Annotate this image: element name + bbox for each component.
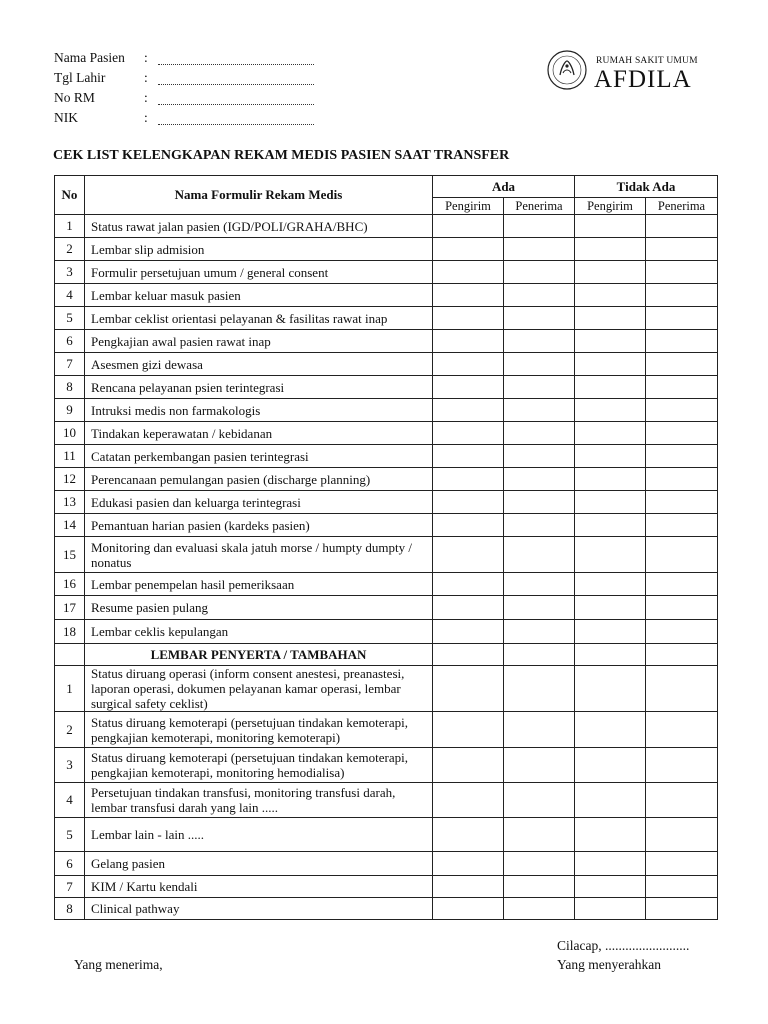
check-cell-tidak-ada-penerima[interactable] — [646, 596, 718, 620]
check-cell-ada-penerima[interactable] — [504, 468, 575, 491]
check-cell-tidak-ada-pengirim[interactable] — [575, 215, 646, 238]
check-cell-tidak-ada-penerima[interactable] — [646, 712, 718, 748]
row-number: 11 — [55, 445, 85, 468]
check-cell-tidak-ada-penerima[interactable] — [646, 399, 718, 422]
row-number: 1 — [55, 215, 85, 238]
field-input-line[interactable] — [158, 92, 314, 105]
check-cell-tidak-ada-penerima[interactable] — [646, 284, 718, 307]
row-number: 13 — [55, 491, 85, 514]
check-cell-tidak-ada-penerima[interactable] — [646, 353, 718, 376]
check-cell-tidak-ada-pengirim[interactable] — [575, 818, 646, 852]
field-label: No RM — [54, 90, 95, 105]
check-cell-ada-pengirim[interactable] — [433, 238, 504, 261]
check-cell-ada-pengirim[interactable] — [433, 573, 504, 596]
check-cell-ada-pengirim[interactable] — [433, 491, 504, 514]
row-number: 8 — [55, 376, 85, 399]
form-name: Lembar slip admision — [85, 238, 433, 261]
row-number: 17 — [55, 596, 85, 620]
logo-subtitle: RUMAH SAKIT UMUM — [596, 56, 698, 66]
check-cell-ada-pengirim[interactable] — [433, 852, 504, 876]
check-cell-ada-pengirim[interactable] — [433, 783, 504, 818]
table-row — [55, 445, 718, 468]
check-cell-ada-pengirim[interactable] — [433, 514, 504, 537]
check-cell-ada-pengirim[interactable] — [433, 537, 504, 573]
check-cell-ada-pengirim[interactable] — [433, 748, 504, 783]
check-cell-tidak-ada-pengirim[interactable] — [575, 284, 646, 307]
check-cell-tidak-ada-penerima[interactable] — [646, 238, 718, 261]
form-name: Perencanaan pemulangan pasien (discharge planning) — [85, 468, 433, 491]
form-name: KIM / Kartu kendali — [85, 876, 433, 898]
check-cell-ada-pengirim[interactable] — [433, 876, 504, 898]
check-cell-tidak-ada-penerima[interactable] — [646, 330, 718, 353]
table-row — [55, 852, 718, 876]
row-number: 10 — [55, 422, 85, 445]
table-row — [55, 898, 718, 920]
form-name: Lembar lain - lain ..... — [85, 818, 433, 852]
checklist-table — [54, 175, 718, 920]
row-number: 5 — [55, 307, 85, 330]
check-cell-ada-pengirim[interactable] — [433, 445, 504, 468]
form-name: Intruksi medis non farmakologis — [85, 399, 433, 422]
table-row — [55, 876, 718, 898]
page-title: CEK LIST KELENGKAPAN REKAM MEDIS PASIEN SAAT TRANSFER — [53, 148, 510, 163]
form-name: Status diruang operasi (inform consent anestesi, preanastesi, laporan operasi, dokumen pelayanan kamar operasi, lembar surgical safety ceklist) — [85, 666, 433, 712]
table-row — [55, 238, 718, 261]
table-row — [55, 261, 718, 284]
check-cell-tidak-ada-penerima[interactable] — [646, 468, 718, 491]
check-cell-tidak-ada-penerima[interactable] — [646, 537, 718, 573]
check-cell-tidak-ada-pengirim[interactable] — [575, 596, 646, 620]
check-cell-tidak-ada-pengirim[interactable] — [575, 445, 646, 468]
col-name-header: Nama Formulir Rekam Medis — [85, 176, 433, 215]
table-row — [55, 537, 718, 573]
check-cell-tidak-ada-pengirim[interactable] — [575, 261, 646, 284]
check-cell-ada-penerima[interactable] — [504, 783, 575, 818]
check-cell-ada-pengirim[interactable] — [433, 353, 504, 376]
check-cell-tidak-ada-penerima[interactable] — [646, 261, 718, 284]
table-row — [55, 712, 718, 748]
table-row — [55, 748, 718, 783]
check-cell-ada-penerima[interactable] — [504, 376, 575, 399]
check-cell-ada-penerima[interactable] — [504, 876, 575, 898]
check-cell-ada-pengirim[interactable] — [433, 284, 504, 307]
table-row — [55, 573, 718, 596]
check-cell-ada-pengirim[interactable] — [433, 330, 504, 353]
form-name: Status rawat jalan pasien (IGD/POLI/GRAHA/BHC) — [85, 215, 433, 238]
check-cell-ada-pengirim[interactable] — [433, 712, 504, 748]
form-name: Lembar keluar masuk pasien — [85, 284, 433, 307]
row-number: 8 — [55, 898, 85, 920]
row-number: 3 — [55, 748, 85, 783]
check-cell-tidak-ada-pengirim[interactable] — [575, 307, 646, 330]
form-name: Monitoring dan evaluasi skala jatuh morse / humpty dumpty / nonatus — [85, 537, 433, 573]
table-row — [55, 422, 718, 445]
check-cell-tidak-ada-pengirim[interactable] — [575, 666, 646, 712]
field-colon: : — [144, 70, 148, 85]
field-input-line[interactable] — [158, 52, 314, 65]
form-name: Asesmen gizi dewasa — [85, 353, 433, 376]
patient-field — [54, 68, 314, 88]
check-cell-tidak-ada-pengirim[interactable] — [575, 852, 646, 876]
row-number: 6 — [55, 852, 85, 876]
field-label: NIK — [54, 110, 78, 125]
check-cell-ada-penerima[interactable] — [504, 898, 575, 920]
row-number: 2 — [55, 238, 85, 261]
check-cell-tidak-ada-pengirim[interactable] — [575, 783, 646, 818]
table-row — [55, 620, 718, 644]
check-cell-ada-penerima[interactable] — [504, 748, 575, 783]
check-cell-ada-penerima[interactable] — [504, 284, 575, 307]
sub-header-penerima: Penerima — [646, 198, 718, 215]
form-name: Catatan perkembangan pasien terintegrasi — [85, 445, 433, 468]
check-cell-ada-pengirim[interactable] — [433, 399, 504, 422]
table-row — [55, 491, 718, 514]
check-cell-tidak-ada-pengirim[interactable] — [575, 491, 646, 514]
table-row — [55, 666, 718, 712]
row-number: 18 — [55, 620, 85, 644]
field-label: Tgl Lahir — [54, 70, 106, 85]
row-number: 1 — [55, 666, 85, 712]
check-cell-tidak-ada-pengirim[interactable] — [575, 898, 646, 920]
table-row — [55, 376, 718, 399]
check-cell-tidak-ada-pengirim[interactable] — [575, 573, 646, 596]
form-name: Pemantuan harian pasien (kardeks pasien) — [85, 514, 433, 537]
row-number: 16 — [55, 573, 85, 596]
check-cell-ada-penerima[interactable] — [504, 399, 575, 422]
table-row — [55, 783, 718, 818]
row-number: 7 — [55, 353, 85, 376]
place-date: Cilacap, ......................... — [557, 938, 690, 953]
row-number: 5 — [55, 818, 85, 852]
table-row — [55, 399, 718, 422]
row-number: 7 — [55, 876, 85, 898]
patient-field — [54, 88, 314, 108]
check-cell-tidak-ada-pengirim[interactable] — [575, 353, 646, 376]
check-cell-ada-penerima[interactable] — [504, 330, 575, 353]
check-cell-tidak-ada-pengirim[interactable] — [575, 422, 646, 445]
check-cell-tidak-ada-pengirim[interactable] — [575, 620, 646, 644]
check-cell-ada-penerima[interactable] — [504, 852, 575, 876]
table-row — [55, 307, 718, 330]
form-name: Pengkajian awal pasien rawat inap — [85, 330, 433, 353]
section-row — [55, 644, 718, 666]
row-number: 6 — [55, 330, 85, 353]
patient-field — [54, 108, 314, 128]
sub-header-pengirim: Pengirim — [575, 198, 646, 215]
check-cell-ada-penerima[interactable] — [504, 514, 575, 537]
logo-name: AFDILA — [594, 66, 692, 93]
section-title: LEMBAR PENYERTA / TAMBAHAN — [85, 644, 433, 666]
check-cell-ada-pengirim[interactable] — [433, 468, 504, 491]
check-cell-tidak-ada-penerima[interactable] — [646, 491, 718, 514]
check-cell-tidak-ada-pengirim[interactable] — [575, 514, 646, 537]
check-cell-tidak-ada-pengirim[interactable] — [575, 748, 646, 783]
form-name: Formulir persetujuan umum / general consent — [85, 261, 433, 284]
table-row — [55, 353, 718, 376]
check-cell-tidak-ada-pengirim[interactable] — [575, 238, 646, 261]
table-row — [55, 284, 718, 307]
check-cell-tidak-ada-pengirim[interactable] — [575, 399, 646, 422]
field-label: Nama Pasien — [54, 50, 125, 65]
check-cell-ada-pengirim[interactable] — [433, 261, 504, 284]
check-cell-tidak-ada-pengirim[interactable] — [575, 468, 646, 491]
check-cell-ada-pengirim[interactable] — [433, 666, 504, 712]
table-row — [55, 596, 718, 620]
field-colon: : — [144, 110, 148, 125]
hospital-logo — [546, 49, 706, 101]
check-cell-tidak-ada-penerima[interactable] — [646, 748, 718, 783]
receiver-label: Yang menerima, — [74, 957, 163, 972]
row-number: 4 — [55, 783, 85, 818]
check-cell-tidak-ada-penerima[interactable] — [646, 445, 718, 468]
form-name: Lembar penempelan hasil pemeriksaan — [85, 573, 433, 596]
check-cell-tidak-ada-pengirim[interactable] — [575, 330, 646, 353]
check-cell-tidak-ada-penerima[interactable] — [646, 818, 718, 852]
form-name: Tindakan keperawatan / kebidanan — [85, 422, 433, 445]
form-name: Edukasi pasien dan keluarga terintegrasi — [85, 491, 433, 514]
patient-info — [54, 48, 314, 128]
check-cell-ada-penerima[interactable] — [504, 307, 575, 330]
check-cell-ada-penerima[interactable] — [504, 666, 575, 712]
check-cell-tidak-ada-penerima[interactable] — [646, 215, 718, 238]
patient-field — [54, 48, 314, 68]
check-cell-ada-penerima[interactable] — [504, 712, 575, 748]
form-name: Status diruang kemoterapi (persetujuan tindakan kemoterapi, pengkajian kemoterapi, monitoring kemoterapi) — [85, 712, 433, 748]
row-number: 14 — [55, 514, 85, 537]
form-name: Lembar ceklist orientasi pelayanan & fasilitas rawat inap — [85, 307, 433, 330]
check-cell-tidak-ada-penerima[interactable] — [646, 514, 718, 537]
sub-header-pengirim: Pengirim — [433, 198, 504, 215]
field-input-line[interactable] — [158, 112, 314, 125]
field-input-line[interactable] — [158, 72, 314, 85]
form-name: Gelang pasien — [85, 852, 433, 876]
check-cell-ada-pengirim[interactable] — [433, 818, 504, 852]
row-number: 15 — [55, 537, 85, 573]
check-cell-tidak-ada-pengirim[interactable] — [575, 376, 646, 399]
check-cell-ada-penerima[interactable] — [504, 238, 575, 261]
check-cell-tidak-ada-penerima[interactable] — [646, 376, 718, 399]
check-cell-ada-pengirim[interactable] — [433, 422, 504, 445]
sub-header-penerima: Penerima — [504, 198, 575, 215]
check-cell-tidak-ada-penerima[interactable] — [646, 307, 718, 330]
field-colon: : — [144, 50, 148, 65]
check-cell-ada-penerima[interactable] — [504, 261, 575, 284]
form-name: Persetujuan tindakan transfusi, monitoring transfusi darah, lembar transfusi darah yang lain ..... — [85, 783, 433, 818]
form-name: Rencana pelayanan psien terintegrasi — [85, 376, 433, 399]
table-row — [55, 468, 718, 491]
table-row — [55, 514, 718, 537]
check-cell-ada-pengirim[interactable] — [433, 596, 504, 620]
check-cell-ada-penerima[interactable] — [504, 537, 575, 573]
check-cell-tidak-ada-penerima[interactable] — [646, 666, 718, 712]
check-cell-ada-pengirim[interactable] — [433, 376, 504, 399]
row-number: 3 — [55, 261, 85, 284]
row-number: 2 — [55, 712, 85, 748]
form-name: Status diruang kemoterapi (persetujuan tindakan kemoterapi, pengkajian kemoterapi, monitoring hemodialisa) — [85, 748, 433, 783]
giver-label: Yang menyerahkan — [557, 957, 661, 972]
col-no-header: No — [55, 176, 85, 215]
check-cell-tidak-ada-penerima[interactable] — [646, 852, 718, 876]
check-cell-tidak-ada-pengirim[interactable] — [575, 712, 646, 748]
table-row — [55, 330, 718, 353]
check-cell-ada-pengirim[interactable] — [433, 307, 504, 330]
table-row — [55, 818, 718, 852]
form-name: Clinical pathway — [85, 898, 433, 920]
check-cell-tidak-ada-penerima[interactable] — [646, 620, 718, 644]
check-cell-ada-penerima[interactable] — [504, 422, 575, 445]
check-cell-tidak-ada-penerima[interactable] — [646, 898, 718, 920]
check-cell-ada-penerima[interactable] — [504, 818, 575, 852]
check-cell-ada-penerima[interactable] — [504, 596, 575, 620]
hospital-seal-icon — [546, 49, 588, 91]
form-name: Resume pasien pulang — [85, 596, 433, 620]
row-number: 12 — [55, 468, 85, 491]
field-colon: : — [144, 90, 148, 105]
form-name: Lembar ceklis kepulangan — [85, 620, 433, 644]
check-cell-ada-penerima[interactable] — [504, 215, 575, 238]
check-cell-tidak-ada-penerima[interactable] — [646, 876, 718, 898]
check-cell-ada-penerima[interactable] — [504, 445, 575, 468]
row-number: 4 — [55, 284, 85, 307]
col-tidak-ada-header: Tidak Ada — [575, 176, 718, 198]
row-number: 9 — [55, 399, 85, 422]
check-cell-tidak-ada-penerima[interactable] — [646, 422, 718, 445]
check-cell-tidak-ada-pengirim[interactable] — [575, 537, 646, 573]
check-cell-tidak-ada-penerima[interactable] — [646, 783, 718, 818]
check-cell-tidak-ada-penerima[interactable] — [646, 573, 718, 596]
check-cell-tidak-ada-pengirim[interactable] — [575, 876, 646, 898]
col-ada-header: Ada — [433, 176, 575, 198]
check-cell-ada-penerima[interactable] — [504, 620, 575, 644]
check-cell-ada-pengirim[interactable] — [433, 215, 504, 238]
check-cell-ada-penerima[interactable] — [504, 573, 575, 596]
check-cell-ada-pengirim[interactable] — [433, 898, 504, 920]
check-cell-ada-penerima[interactable] — [504, 491, 575, 514]
check-cell-ada-penerima[interactable] — [504, 353, 575, 376]
check-cell-ada-pengirim[interactable] — [433, 620, 504, 644]
table-row — [55, 215, 718, 238]
